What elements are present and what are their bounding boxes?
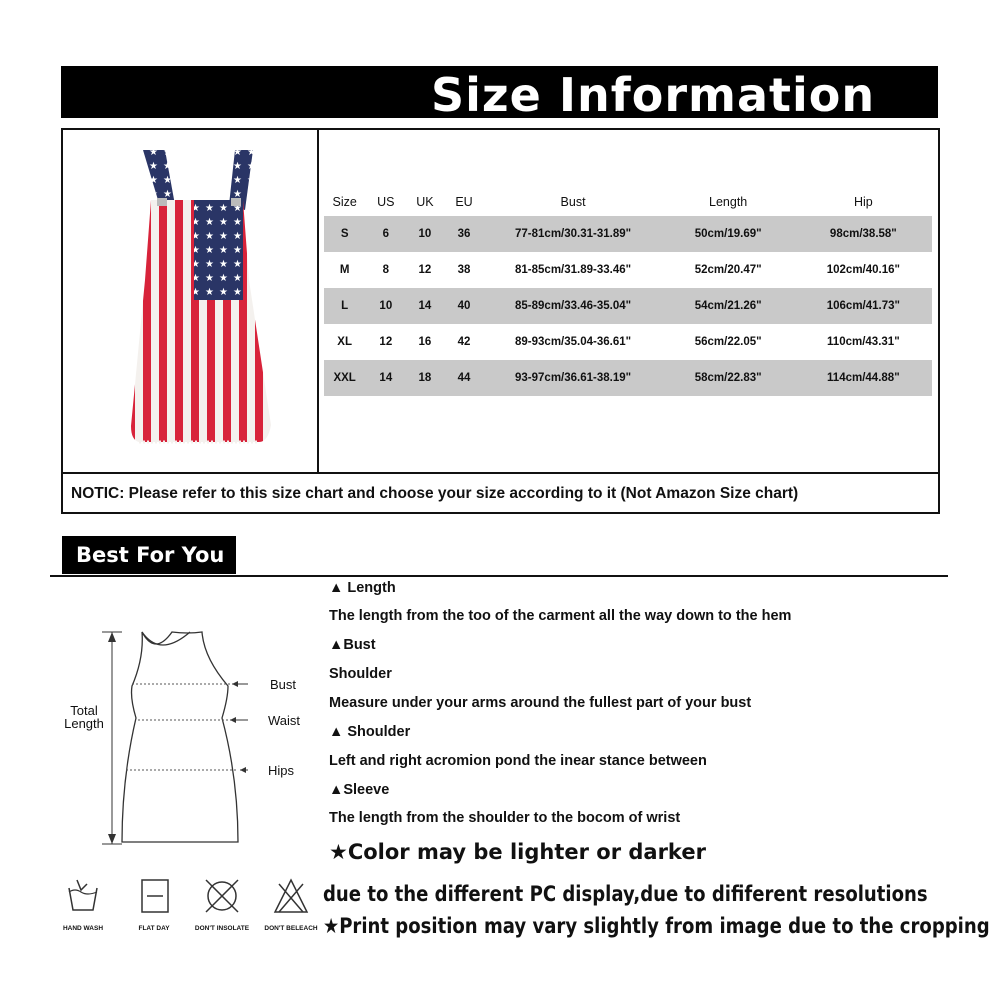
table-cell: 89-93cm/35.04-36.61" (515, 336, 632, 348)
table-cell: 106cm/41.73" (795, 288, 932, 324)
sleeve-heading: ▲Sleeve (329, 782, 390, 798)
total-label: Total (70, 703, 98, 718)
size-table-header (324, 188, 932, 216)
note-color: ★Color may be lighter or darker (329, 840, 706, 864)
column-header: Size (332, 195, 357, 209)
table-cell: 110cm/43.31" (827, 336, 900, 348)
table-cell: 36 (444, 216, 485, 252)
table-cell: 18 (406, 360, 443, 396)
do-not-insolate-caption: DON'T INSOLATE (194, 925, 250, 932)
bust-label: Bust (270, 677, 297, 692)
title-bar (61, 66, 938, 122)
notice-row (63, 472, 938, 514)
table-cell: 40 (444, 288, 485, 324)
column-header: US (377, 195, 395, 209)
table-cell: 77-81cm/30.31-31.89" (485, 216, 662, 252)
notice-text: NOTIC: Please refer to this size chart and choose your size according to it (Not Amazon Size chart) (71, 485, 799, 502)
bust-description: Measure under your arms around the fullest part of your bust (329, 695, 752, 711)
table-cell: 42 (457, 336, 471, 348)
table-cell: L (324, 288, 365, 324)
bust-heading: ▲Bust (329, 637, 376, 653)
table-cell: 52cm/20.47" (694, 264, 762, 276)
best-for-you-header (62, 536, 236, 574)
table-cell: 44 (444, 360, 485, 396)
table-row (324, 288, 932, 324)
table-row (324, 360, 932, 396)
table-row (324, 252, 932, 288)
table-cell: 12 (379, 336, 393, 348)
length-heading: ▲ Length (329, 580, 396, 596)
size-table (324, 188, 932, 396)
table-cell: 50cm/19.69" (662, 216, 795, 252)
shoulder-description: Left and right acromion pond the inear stance between (329, 753, 707, 769)
column-header: EU (455, 195, 473, 209)
hand-wash-icon (63, 876, 103, 916)
column-header: Hip (853, 195, 873, 209)
table-cell: 93-97cm/36.61-38.19" (485, 360, 662, 396)
table-cell: 10 (365, 288, 406, 324)
care-do-not-bleach (246, 876, 336, 932)
table-cell: 8 (382, 264, 390, 276)
do-not-bleach-icon (271, 876, 311, 916)
flat-dry-caption: FLAT DAY (138, 925, 170, 932)
table-cell: 58cm/22.83" (662, 360, 795, 396)
sleeve-description: The length from the shoulder to the bocom of wrist (329, 810, 681, 826)
flag-overalls-image (63, 130, 317, 472)
total-length-label (62, 704, 106, 730)
waist-label: Waist (268, 713, 301, 728)
table-cell: 16 (418, 336, 432, 348)
table-cell: M (339, 264, 350, 276)
table-row (324, 216, 932, 252)
table-cell: S (324, 216, 365, 252)
table-cell: 54cm/21.26" (662, 288, 795, 324)
table-cell: 10 (406, 216, 443, 252)
page-title: Size Information (431, 68, 876, 122)
product-image-cell (63, 130, 319, 472)
table-cell: XXL (324, 360, 365, 396)
table-cell: 56cm/22.05" (694, 336, 762, 348)
best-for-you-title: Best For You (76, 543, 225, 567)
note-display: due to the different PC display,due to dififerent resolutions (323, 882, 928, 906)
note-print-position: ★Print position may vary slightly from image due to the cropping (323, 914, 990, 938)
hips-label: Hips (268, 763, 295, 778)
table-cell: 81-85cm/31.89-33.46" (515, 264, 632, 276)
do-not-bleach-caption: DON'T BELEACH (264, 925, 318, 932)
hand-wash-caption: HAND WASH (62, 925, 104, 932)
table-cell: 6 (365, 216, 406, 252)
shoulder-heading: ▲ Shoulder (329, 724, 411, 740)
table-cell: 102cm/40.16" (826, 264, 900, 276)
table-cell: 98cm/38.58" (795, 216, 932, 252)
column-header: UK (416, 195, 434, 209)
table-cell: 114cm/44.88" (795, 360, 932, 396)
table-cell: XL (337, 336, 352, 348)
dress-diagram (90, 628, 250, 852)
table-cell: 12 (418, 264, 432, 276)
table-cell: 38 (457, 264, 471, 276)
table-cell: 14 (365, 360, 406, 396)
shoulder-label: Shoulder (329, 666, 392, 682)
length-description: The length from the too of the carment all the way down to the hem (329, 608, 792, 624)
section-divider (50, 575, 948, 577)
do-not-insolate-icon (202, 876, 242, 916)
flat-dry-icon (134, 876, 174, 916)
table-cell: 14 (406, 288, 443, 324)
table-row (324, 324, 932, 360)
column-header: Length (709, 195, 748, 209)
length-label: Length (64, 716, 104, 731)
table-cell: 85-89cm/33.46-35.04" (485, 288, 662, 324)
column-header: Bust (560, 195, 586, 209)
